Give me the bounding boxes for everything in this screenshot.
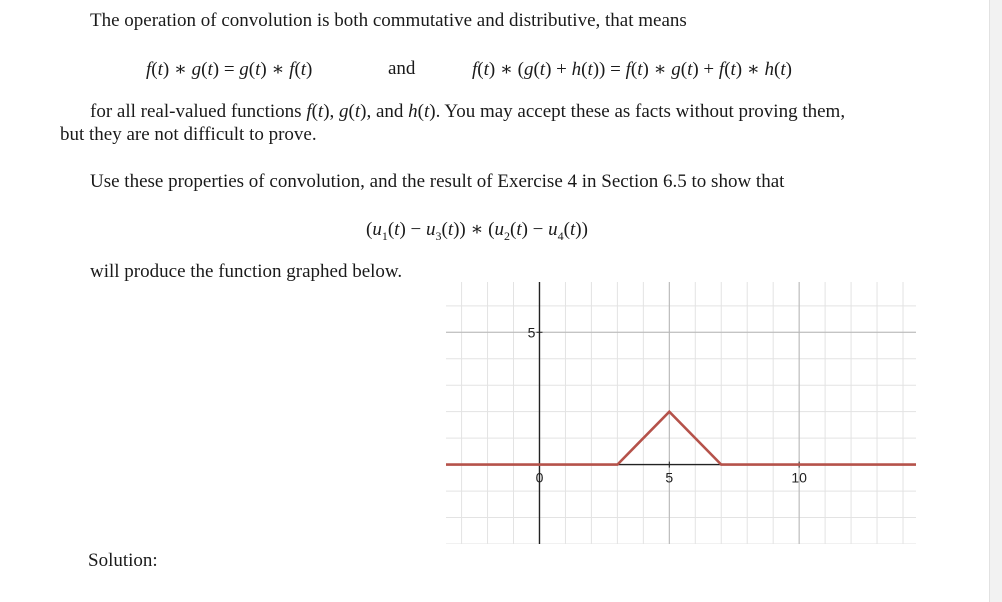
intro-paragraph: The operation of convolution is both commutative and distributive, that means [90,10,687,31]
tick-labels [528,324,807,485]
graph-intro: will produce the function graphed below. [90,261,403,282]
axes [446,282,916,544]
paragraph-two-line-two: but they are not difficult to prove. [60,124,317,145]
paragraph-two-line-one: for all real-valued functions f(t), g(t), and h(t). You may accept these as facts without proving them, [90,101,846,122]
commutative-equation: f(t) ∗ g(t) = g(t) ∗ f(t) [146,59,313,80]
y-tick-label: 5 [527,324,536,341]
convolution-expression: $(u_1(t) - u_3(t))$ ∗ $(u_2(t) - u_4(t))$ [366,219,588,243]
distributive-equation: f(t) ∗ (g(t) + h(t)) = f(t) ∗ g(t) + f(t) ∗ h(t) [472,59,792,80]
paragraph-three: Use these properties of convolution, and the result of Exercise 4 in Section 6.5 to show that [90,171,785,192]
and-connector: and [388,58,416,79]
x-tick-label: 5 [665,469,674,486]
x-tick-label: 0 [535,469,544,486]
solution-label: Solution: [88,550,158,571]
x-tick-label: 10 [791,469,807,486]
function-graph [446,282,916,544]
vertical-scrollbar[interactable] [989,0,1002,602]
minor-grid [446,282,916,544]
major-grid [446,282,916,544]
